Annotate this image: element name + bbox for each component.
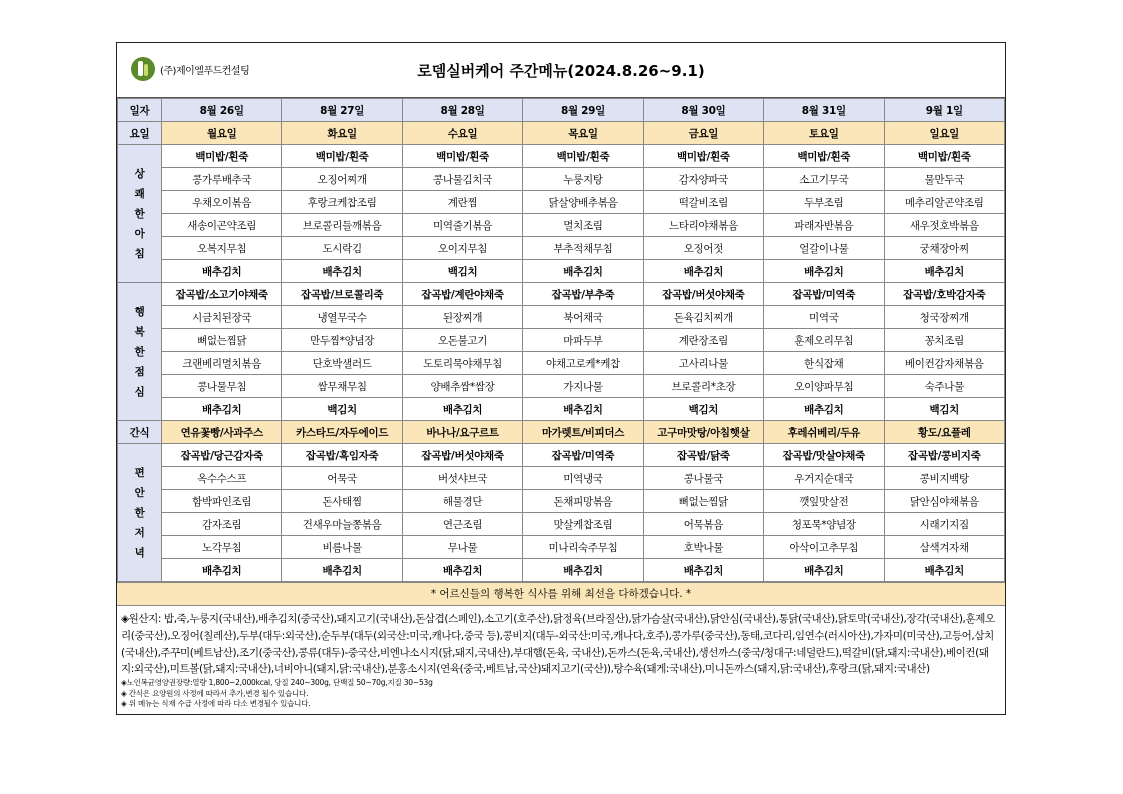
weekday-cell: 수요일 <box>402 122 522 145</box>
dinner-row <box>118 513 1005 536</box>
menu-cell: 백미밥/흰죽 <box>282 145 402 168</box>
menu-cell: 백미밥/흰죽 <box>884 145 1004 168</box>
menu-cell: 도시락김 <box>282 237 402 260</box>
menu-cell: 미역국 <box>764 306 884 329</box>
breakfast-row <box>118 145 1005 168</box>
menu-cell: 닭안심야채볶음 <box>884 490 1004 513</box>
breakfast-row <box>118 237 1005 260</box>
menu-cell: 우거지순대국 <box>764 467 884 490</box>
menu-cell: 오징어찌개 <box>282 168 402 191</box>
menu-cell: 감자조림 <box>162 513 282 536</box>
menu-cell: 청포묵*양념장 <box>764 513 884 536</box>
menu-cell: 오이지무침 <box>402 237 522 260</box>
menu-cell: 옥수수스프 <box>162 467 282 490</box>
menu-cell: 해물경단 <box>402 490 522 513</box>
menu-cell: 북어채국 <box>523 306 643 329</box>
menu-cell: 브로콜리*초장 <box>643 375 763 398</box>
menu-cell: 돈채피망볶음 <box>523 490 643 513</box>
lunch-label-char: 복 <box>134 325 145 338</box>
dinner-row <box>118 559 1005 582</box>
menu-cell: 누룽지탕 <box>523 168 643 191</box>
breakfast-label <box>118 145 162 283</box>
menu-cell: 배추김치 <box>402 398 522 421</box>
menu-cell: 훈제오리무침 <box>764 329 884 352</box>
menu-cell: 새우젓호박볶음 <box>884 214 1004 237</box>
menu-cell: 두부조림 <box>764 191 884 214</box>
menu-cell: 백김치 <box>402 260 522 283</box>
menu-cell: 꽁치조림 <box>884 329 1004 352</box>
lunch-row <box>118 375 1005 398</box>
menu-cell: 콩나물국 <box>643 467 763 490</box>
origin-notice: ◈원산지: 밥,죽,누룽지(국내산),배추김치(중국산),돼지고기(국내산),돈삼겹(스페인),소고기(호주산),닭정육(브라질산),닭가슴살(국내산),닭안심(국내산),통닭(국내산),닭토막(국내산),장각(국내산),훈제오리(중국산),오징어(칠레산),두부(대두:외국산),순두부(대두(외국산:미국,캐나다,중국 등),콩비지(대두-외국산:미국,캐나다,호주),콩가루(중국산),동태,코다리,임연수(러시아산),가자미(미국산),고등어,삼치(국내산),주꾸미(베트남산),조기(중국산),콩류(대두)-중국산,비엔나소시지(닭,돼지,국내산),부대햄(돈육, 국내산),돈까스(돈육,국내산),생선까스(중국/청대구:네덜란드),떡갈비(닭,돼지:국내산),베이컨(돼지:외국산),미트볼(닭,돼지:국내산),너비아니(돼지,닭:국내산),분홍소시지(연육(중국,베트남,국산)돼지고기(국산)),탕수육(돼게:국내산),미니돈까스(돼지,닭:국내산),후랑크(닭,돼지:국내산) <box>121 613 995 676</box>
lunch-row <box>118 306 1005 329</box>
menu-cell: 콩비지백탕 <box>884 467 1004 490</box>
menu-cell: 크랜베리멸치볶음 <box>162 352 282 375</box>
weekday-cell: 일요일 <box>884 122 1004 145</box>
menu-cell: 시금치된장국 <box>162 306 282 329</box>
menu-cell: 가지나물 <box>523 375 643 398</box>
menu-cell: 베이컨감자채볶음 <box>884 352 1004 375</box>
menu-cell: 닭살양배추볶음 <box>523 191 643 214</box>
snack-label: 간식 <box>118 421 162 444</box>
dinner-label-char: 저 <box>134 526 145 539</box>
menu-cell: 삼색겨자채 <box>884 536 1004 559</box>
menu-cell: 떡갈비조림 <box>643 191 763 214</box>
menu-cell: 맛살케찹조림 <box>523 513 643 536</box>
snack-row <box>118 421 1005 444</box>
menu-cell: 고사리나물 <box>643 352 763 375</box>
menu-cell: 콩가루배추국 <box>162 168 282 191</box>
menu-cell: 마파두부 <box>523 329 643 352</box>
page-title: 로뎀실버케어 주간메뉴(2024.8.26~9.1) <box>417 62 705 80</box>
menu-cell: 청국장찌개 <box>884 306 1004 329</box>
menu-cell: 계란찜 <box>402 191 522 214</box>
menu-cell: 무나물 <box>402 536 522 559</box>
snack-cell: 고구마맛탕/아침햇살 <box>643 421 763 444</box>
snack-cell: 마가렛트/비피더스 <box>523 421 643 444</box>
breakfast-label-char: 아 <box>134 227 145 240</box>
menu-cell: 백미밥/흰죽 <box>643 145 763 168</box>
menu-cell: 콩나물김치국 <box>402 168 522 191</box>
breakfast-row <box>118 168 1005 191</box>
menu-cell: 한식잡채 <box>764 352 884 375</box>
dinner-row <box>118 444 1005 467</box>
header <box>117 43 1005 98</box>
menu-cell: 배추김치 <box>764 260 884 283</box>
company-name: (주)제이엘푸드컨설팅 <box>160 65 250 77</box>
footnote: ◈ 위 메뉴는 식재 수급 사정에 따라 다소 변경될수 있습니다. <box>121 699 311 709</box>
menu-cell: 메추리알곤약조림 <box>884 191 1004 214</box>
menu-cell: 잡곡밥/당근감자죽 <box>162 444 282 467</box>
menu-cell: 백미밥/흰죽 <box>402 145 522 168</box>
menu-cell: 도토리묵야채무침 <box>402 352 522 375</box>
lunch-row <box>118 329 1005 352</box>
breakfast-label-char: 쾌 <box>134 187 145 200</box>
snack-cell: 바나나/요구르트 <box>402 421 522 444</box>
menu-cell: 배추김치 <box>523 398 643 421</box>
menu-cell: 배추김치 <box>643 260 763 283</box>
menu-cell: 백김치 <box>884 398 1004 421</box>
menu-cell: 된장찌개 <box>402 306 522 329</box>
menu-cell: 함박파인조림 <box>162 490 282 513</box>
menu-cell: 단호박샐러드 <box>282 352 402 375</box>
menu-cell: 배추김치 <box>162 559 282 582</box>
menu-cell: 계란장조림 <box>643 329 763 352</box>
lunch-label-char: 심 <box>134 385 145 398</box>
menu-cell: 돈사태찜 <box>282 490 402 513</box>
menu-cell: 아삭이고추무침 <box>764 536 884 559</box>
menu-cell: 배추김치 <box>884 559 1004 582</box>
date-cell: 9월 1일 <box>884 99 1004 122</box>
weekday-cell: 월요일 <box>162 122 282 145</box>
date-cell: 8월 29일 <box>523 99 643 122</box>
dinner-label <box>118 444 162 582</box>
breakfast-row <box>118 214 1005 237</box>
menu-cell: 숙주나물 <box>884 375 1004 398</box>
menu-cell: 느타리야채볶음 <box>643 214 763 237</box>
menu-cell: 미나리숙주무침 <box>523 536 643 559</box>
menu-cell: 건새우마늘쫑볶음 <box>282 513 402 536</box>
menu-cell: 오이양파무침 <box>764 375 884 398</box>
dinner-label-char: 한 <box>134 506 145 519</box>
menu-cell: 물만두국 <box>884 168 1004 191</box>
menu-cell: 백김치 <box>282 398 402 421</box>
menu-cell: 만두찜*양념장 <box>282 329 402 352</box>
day-label: 요일 <box>118 122 162 145</box>
menu-cell: 궁채장아찌 <box>884 237 1004 260</box>
menu-cell: 브로콜리들깨볶음 <box>282 214 402 237</box>
menu-cell: 오징어젓 <box>643 237 763 260</box>
menu-cell: 잡곡밥/닭죽 <box>643 444 763 467</box>
menu-cell: 잡곡밥/버섯야채죽 <box>643 283 763 306</box>
lunch-row <box>118 398 1005 421</box>
menu-cell: 감자양파국 <box>643 168 763 191</box>
breakfast-label-char: 한 <box>134 207 145 220</box>
menu-cell: 배추김치 <box>523 559 643 582</box>
breakfast-row <box>118 260 1005 283</box>
menu-cell: 얼갈이나물 <box>764 237 884 260</box>
menu-cell: 양배추쌈*쌈장 <box>402 375 522 398</box>
menu-cell: 소고기무국 <box>764 168 884 191</box>
motto: * 어르신들의 행복한 식사를 위해 최선을 다하겠습니다. * <box>117 582 1005 605</box>
menu-cell: 새송이곤약조림 <box>162 214 282 237</box>
weekday-cell: 토요일 <box>764 122 884 145</box>
snack-cell: 황도/요플레 <box>884 421 1004 444</box>
weekday-cell: 목요일 <box>523 122 643 145</box>
menu-cell: 잡곡밥/미역죽 <box>764 283 884 306</box>
menu-cell: 배추김치 <box>162 260 282 283</box>
menu-cell: 잡곡밥/소고기야채죽 <box>162 283 282 306</box>
lunch-label-char: 행 <box>134 305 145 318</box>
menu-table <box>117 98 1005 582</box>
menu-cell: 어묵볶음 <box>643 513 763 536</box>
menu-cell: 우채오이볶음 <box>162 191 282 214</box>
menu-cell: 잡곡밥/브로콜리죽 <box>282 283 402 306</box>
menu-cell: 비름나물 <box>282 536 402 559</box>
menu-cell: 잡곡밥/계란야채죽 <box>402 283 522 306</box>
lunch-label <box>118 283 162 421</box>
menu-cell: 배추김치 <box>764 559 884 582</box>
menu-cell: 배추김치 <box>764 398 884 421</box>
weekday-cell: 금요일 <box>643 122 763 145</box>
date-cell: 8월 30일 <box>643 99 763 122</box>
menu-cell: 야채고로케*케찹 <box>523 352 643 375</box>
breakfast-label-char: 상 <box>134 167 145 180</box>
menu-sheet <box>116 42 1006 715</box>
menu-cell: 잡곡밥/맛살야채죽 <box>764 444 884 467</box>
menu-cell: 배추김치 <box>884 260 1004 283</box>
date-cell: 8월 27일 <box>282 99 402 122</box>
menu-cell: 백미밥/흰죽 <box>523 145 643 168</box>
menu-cell: 노각무침 <box>162 536 282 559</box>
weekday-cell: 화요일 <box>282 122 402 145</box>
menu-cell: 미역줄기볶음 <box>402 214 522 237</box>
menu-cell: 잡곡밥/흑임자죽 <box>282 444 402 467</box>
menu-cell: 배추김치 <box>162 398 282 421</box>
snack-cell: 후레쉬베리/두유 <box>764 421 884 444</box>
menu-cell: 파래자반볶음 <box>764 214 884 237</box>
footnote: ◈ 간식은 요양원의 사정에 따라서 추가,변경 될수 있습니다. <box>121 688 309 698</box>
menu-cell: 호박나물 <box>643 536 763 559</box>
menu-cell: 배추김치 <box>282 260 402 283</box>
menu-cell: 잡곡밥/부추죽 <box>523 283 643 306</box>
dinner-label-char: 안 <box>134 486 145 499</box>
menu-cell: 후랑크케찹조림 <box>282 191 402 214</box>
breakfast-row <box>118 191 1005 214</box>
menu-cell: 콩나물무침 <box>162 375 282 398</box>
lunch-row <box>118 283 1005 306</box>
date-cell: 8월 31일 <box>764 99 884 122</box>
menu-cell: 냉열무국수 <box>282 306 402 329</box>
menu-cell: 잡곡밥/버섯야채죽 <box>402 444 522 467</box>
menu-cell: 배추김치 <box>523 260 643 283</box>
menu-cell: 잡곡밥/콩비지죽 <box>884 444 1004 467</box>
menu-cell: 백미밥/흰죽 <box>162 145 282 168</box>
menu-cell: 오돈불고기 <box>402 329 522 352</box>
menu-cell: 배추김치 <box>402 559 522 582</box>
menu-cell: 오복지무침 <box>162 237 282 260</box>
day-row <box>118 122 1005 145</box>
date-cell: 8월 26일 <box>162 99 282 122</box>
menu-cell: 멸치조림 <box>523 214 643 237</box>
dinner-row <box>118 467 1005 490</box>
dinner-label-char: 편 <box>134 466 145 479</box>
dinner-row <box>118 536 1005 559</box>
menu-cell: 어묵국 <box>282 467 402 490</box>
dinner-row <box>118 490 1005 513</box>
menu-cell: 깻잎맛살전 <box>764 490 884 513</box>
menu-cell: 잡곡밥/호박감자죽 <box>884 283 1004 306</box>
snack-cell: 연유꽃빵/사과주스 <box>162 421 282 444</box>
menu-cell: 시래기지짐 <box>884 513 1004 536</box>
date-label: 일자 <box>118 99 162 122</box>
menu-cell: 돈육김치찌개 <box>643 306 763 329</box>
menu-cell: 미역냉국 <box>523 467 643 490</box>
date-row <box>118 99 1005 122</box>
menu-cell: 부추적채무침 <box>523 237 643 260</box>
date-cell: 8월 28일 <box>402 99 522 122</box>
menu-cell: 배추김치 <box>643 559 763 582</box>
menu-cell: 뼈없는찜닭 <box>162 329 282 352</box>
menu-cell: 쌈무채무침 <box>282 375 402 398</box>
lunch-label-char: 점 <box>134 365 145 378</box>
menu-cell: 버섯샤브국 <box>402 467 522 490</box>
notes <box>117 605 1005 714</box>
snack-cell: 카스타드/자두에이드 <box>282 421 402 444</box>
menu-cell: 백미밥/흰죽 <box>764 145 884 168</box>
footnote: ◈노인복균영양권장량:열량 1,800~2,000kcal, 당질 240~300g, 단백질 50~70g,지질 30~53g <box>121 678 433 688</box>
breakfast-label-char: 침 <box>134 247 145 260</box>
menu-cell: 배추김치 <box>282 559 402 582</box>
menu-cell: 백김치 <box>643 398 763 421</box>
menu-cell: 잡곡밥/미역죽 <box>523 444 643 467</box>
dinner-label-char: 녁 <box>134 546 145 559</box>
menu-cell: 연근조림 <box>402 513 522 536</box>
lunch-label-char: 한 <box>134 345 145 358</box>
lunch-row <box>118 352 1005 375</box>
menu-cell: 뼈없는찜닭 <box>643 490 763 513</box>
